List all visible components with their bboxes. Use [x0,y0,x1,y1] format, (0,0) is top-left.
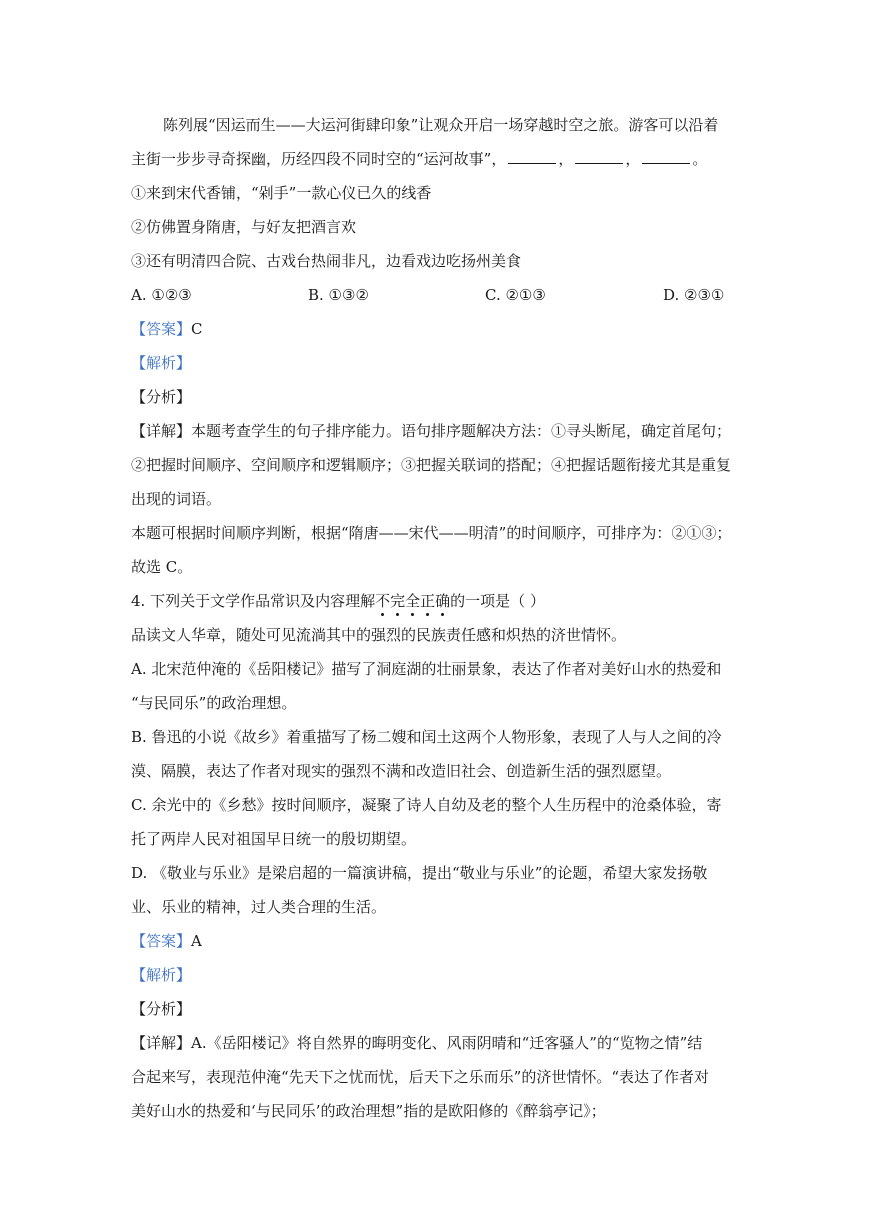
q3-detail-text-2: ②把握时间顺序、空间顺序和逻辑顺序；③把握关联词的搭配；④把握话题衔接尤其是重复 [131,456,732,474]
q4-answer-value: A [191,932,202,950]
q4-jiexi [131,958,741,992]
q4-fenxi-tag: 【分析】 [131,1000,192,1018]
q3-item-text: ①来到宋代香铺，“剁手”一款心仪已久的线香 [131,184,432,202]
q4-option-a-line-1 [131,652,741,686]
q4-detail-text-2: 合起来写，表现范仲淹“先天下之忧而忧，后天下之乐而乐”的济世情怀。“表达了作者对 [131,1068,710,1086]
q3-item-text: ②仿佛置身隋唐，与好友把酒言欢 [131,218,357,236]
q3-stem-line-1 [131,108,741,142]
q4-option-b-line-1 [131,720,741,754]
q4-detail-text-3: 美好山水的热爱和‘与民同乐’的政治理想”指的是欧阳修的《醉翁亭记》； [131,1102,606,1120]
emphasis-dot [441,613,444,616]
q4-detail-line-3 [131,1094,741,1128]
q3-detail-line-3 [131,482,741,516]
q3-detail-line-5 [131,550,741,584]
q3-fenxi-tag: 【分析】 [131,388,192,406]
q3-jiexi [131,346,741,380]
emphasis-char: 全 [405,592,421,610]
emphasis-dot [381,613,384,616]
q3-detail-line-2 [131,448,741,482]
q4-option-d-line-2 [131,890,741,924]
q3-item-1 [131,176,741,210]
q4-option-a-line-2 [131,686,741,720]
q3-detail-tag: 【详解】 [131,422,192,440]
q3-option-c: C. ②①③ [485,286,546,304]
q3-blank-1 [508,149,556,164]
q3-answer-value: C [191,320,203,338]
emphasis-char: 确 [435,592,451,610]
q3-stem-end: 。 [692,150,708,168]
q4-option-d-text-2: 业、乐业的精神，过人类合理的生活。 [131,898,387,916]
q4-answer-tag: 【答案】 [131,932,192,950]
q3-blank-3 [642,149,690,164]
q4-emphasis-char-4 [420,584,435,618]
q4-option-a-text-1: A. 北宋范仲淹的《岳阳楼记》描写了洞庭湖的壮丽景象，表达了作者对美好山水的热爱和 [131,660,722,678]
q4-option-b-text-2: 漠、隔膜，表达了作者对现实的强烈不满和改造旧社会、创造新生活的强烈愿望。 [131,762,672,780]
q4-answer [131,924,741,958]
q4-option-d-text-1: D. 《敬业与乐业》是梁启超的一篇演讲稿，提出“敬业与乐业”的论题，希望大家发扬敬 [131,864,708,882]
emphasis-dot [396,613,399,616]
q3-options [131,278,741,312]
q3-option-b: B. ①③② [308,286,369,304]
q3-stem-line-2 [131,142,741,176]
q3-item-3 [131,244,741,278]
q3-answer [131,312,741,346]
q4-emphasis-char-3 [405,584,420,618]
q4-option-a-text-2: “与民同乐”的政治理想。 [131,694,297,712]
q4-option-b-line-2 [131,754,741,788]
q3-stem-text-2: 主街一步步寻奇探幽，历经四段不同时空的“运河故事”， [131,150,507,168]
q4-option-c-line-1 [131,788,741,822]
q3-item-text: ③还有明清四合院、古戏台热闹非凡，边看戏边吃扬州美食 [131,252,522,270]
emphasis-char: 完 [390,592,406,610]
q4-detail-tag: 【详解】 [131,1034,192,1052]
q3-blank-2 [575,149,623,164]
q4-option-c-line-2 [131,822,741,856]
emphasis-dot [426,613,429,616]
q4-stem-prefix: 4. 下列关于文学作品常识及内容理解 [131,592,376,610]
q4-intro [131,618,741,652]
q4-stem [131,584,741,618]
emphasis-char: 正 [420,592,436,610]
q4-option-b-text-1: B. 鲁迅的小说《故乡》着重描写了杨二嫂和闰土这两个人物形象，表现了人与人之间的冷 [131,728,722,746]
q4-option-c-text-1: C. 余光中的《乡愁》按时间顺序，凝聚了诗人自幼及老的整个人生历程中的沧桑体验，寄 [131,796,722,814]
q3-detail-text-5: 故选 C。 [131,558,193,576]
q4-stem-suffix: 的一项是（ ） [450,592,545,610]
q4-intro-text: 品读文人华章，随处可见流淌其中的强烈的民族责任感和炽热的济世情怀。 [131,626,627,644]
q3-detail-text-4: 本题可根据时间顺序判断，根据“隋唐——宋代——明清”的时间顺序，可排序为：②①③； [131,524,732,542]
q4-detail-line-1 [131,1026,741,1060]
q3-stem-text-1: 陈列展“因运而生——大运河街肆印象”让观众开启一场穿越时空之旅。游客可以沿着 [163,116,719,134]
q3-jiexi-tag: 【解析】 [131,354,192,372]
q4-emphasis-char-1 [375,584,390,618]
q4-jiexi-tag: 【解析】 [131,966,192,984]
q4-option-d-line-1 [131,856,741,890]
q3-detail-text-3: 出现的词语。 [131,490,222,508]
q3-separator-2: ， [625,150,641,168]
q3-item-2 [131,210,741,244]
document-page [131,108,741,1128]
q3-detail-line-4 [131,516,741,550]
q4-fenxi [131,992,741,1026]
q4-emphasis-char-5 [435,584,450,618]
q3-detail-line-1 [131,414,741,448]
q4-option-c-text-2: 托了两岸人民对祖国早日统一的殷切期望。 [131,830,417,848]
q3-option-a: A. ①②③ [131,286,192,304]
q3-fenxi [131,380,741,414]
q4-detail-text-1: A.《岳阳楼记》将自然界的晦明变化、风雨阴晴和“迁客骚人”的“览物之情”结 [191,1034,703,1052]
q4-detail-line-2 [131,1060,741,1094]
emphasis-char: 不 [375,592,391,610]
q4-emphasis-char-2 [390,584,405,618]
q3-answer-tag: 【答案】 [131,320,192,338]
q3-option-d: D. ②③① [663,286,725,304]
q3-detail-text-1: 本题考查学生的句子排序能力。语句排序题解决方法：①寻头断尾，确定首尾句； [191,422,732,440]
q3-separator-1: ， [558,150,574,168]
emphasis-dot [411,613,414,616]
